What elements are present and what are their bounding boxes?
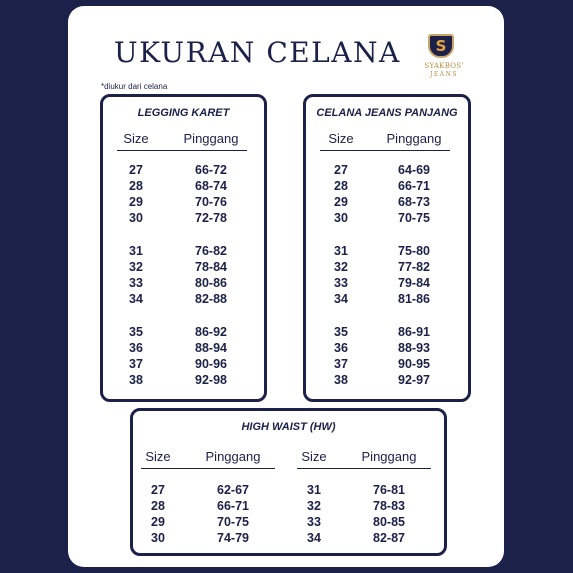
pinggang-cell: 80-86	[195, 276, 227, 290]
size-cell: 36	[334, 341, 348, 355]
size-cell: 32	[129, 260, 143, 274]
size-cell: 29	[334, 195, 348, 209]
pinggang-header: Pinggang	[183, 131, 239, 146]
size-cell: 34	[334, 292, 348, 306]
pinggang-cell: 72-78	[195, 211, 227, 225]
pinggang-cell: 76-81	[373, 483, 405, 497]
size-cell: 29	[129, 195, 143, 209]
size-cell: 35	[334, 325, 348, 339]
size-cell: 37	[129, 357, 143, 371]
shield-icon: S	[428, 34, 454, 58]
pinggang-cell: 70-75	[398, 211, 430, 225]
pinggang-cell: 77-82	[398, 260, 430, 274]
table-title: CELANA JEANS PANJANG	[316, 107, 458, 119]
size-cell: 31	[334, 244, 348, 258]
size-cell: 30	[334, 211, 348, 225]
pinggang-cell: 66-71	[398, 179, 430, 193]
size-cell: 32	[334, 260, 348, 274]
size-cell: 27	[129, 163, 143, 177]
size-cell: 33	[129, 276, 143, 290]
celana-jeans-panjang-table	[303, 94, 471, 402]
size-cell: 38	[334, 373, 348, 387]
size-cell: 31	[307, 483, 321, 497]
pinggang-cell: 78-83	[373, 499, 405, 513]
pinggang-cell: 92-98	[195, 373, 227, 387]
size-cell: 36	[129, 341, 143, 355]
pinggang-cell: 75-80	[398, 244, 430, 258]
pinggang-cell: 68-73	[398, 195, 430, 209]
brand-logo	[416, 34, 472, 82]
pinggang-cell: 86-91	[398, 325, 430, 339]
pinggang-cell: 81-86	[398, 292, 430, 306]
header-divider	[297, 468, 431, 469]
size-cell: 31	[129, 244, 143, 258]
pinggang-cell: 64-69	[398, 163, 430, 177]
size-cell: 30	[129, 211, 143, 225]
size-header: Size	[301, 449, 327, 464]
pinggang-cell: 78-84	[195, 260, 227, 274]
brand-subtitle: JEANS	[430, 71, 458, 78]
pinggang-cell: 88-93	[398, 341, 430, 355]
pinggang-cell: 68-74	[195, 179, 227, 193]
size-cell: 35	[129, 325, 143, 339]
pinggang-cell: 66-72	[195, 163, 227, 177]
size-cell: 32	[307, 499, 321, 513]
size-cell: 29	[151, 515, 165, 529]
size-header: Size	[123, 131, 149, 146]
size-cell: 33	[334, 276, 348, 290]
size-cell: 28	[129, 179, 143, 193]
pinggang-cell: 82-88	[195, 292, 227, 306]
size-cell: 37	[334, 357, 348, 371]
size-cell: 30	[151, 531, 165, 545]
pinggang-cell: 86-92	[195, 325, 227, 339]
pinggang-cell: 62-67	[217, 483, 249, 497]
pinggang-cell: 90-96	[195, 357, 227, 371]
size-cell: 34	[307, 531, 321, 545]
size-cell: 33	[307, 515, 321, 529]
header-divider	[141, 468, 275, 469]
pinggang-cell: 79-84	[398, 276, 430, 290]
header-divider	[320, 150, 450, 151]
pinggang-cell: 90-95	[398, 357, 430, 371]
size-cell: 34	[129, 292, 143, 306]
pinggang-cell: 66-71	[217, 499, 249, 513]
size-header: Size	[145, 449, 171, 464]
size-cell: 28	[334, 179, 348, 193]
legging-karet-table	[100, 94, 267, 402]
pinggang-cell: 70-75	[217, 515, 249, 529]
size-cell: 27	[334, 163, 348, 177]
table-title: LEGGING KARET	[137, 107, 230, 119]
size-chart-card	[68, 6, 504, 567]
pinggang-cell: 70-76	[195, 195, 227, 209]
pinggang-cell: 76-82	[195, 244, 227, 258]
pinggang-cell: 92-97	[398, 373, 430, 387]
size-cell: 38	[129, 373, 143, 387]
pinggang-header: Pinggang	[361, 449, 417, 464]
table-title: HIGH WAIST (HW)	[241, 421, 336, 433]
page-title: UKURAN CELANA	[114, 36, 401, 69]
pinggang-cell: 74-79	[217, 531, 249, 545]
size-cell: 27	[151, 483, 165, 497]
size-header: Size	[328, 131, 354, 146]
high-waist-table	[130, 408, 447, 556]
pinggang-header: Pinggang	[205, 449, 261, 464]
pinggang-header: Pinggang	[386, 131, 442, 146]
header-divider	[117, 150, 247, 151]
pinggang-cell: 82-87	[373, 531, 405, 545]
size-cell: 28	[151, 499, 165, 513]
measurement-note: *diukur dari celana	[101, 82, 168, 91]
brand-name: SYAKBOS'	[424, 62, 464, 70]
pinggang-cell: 80-85	[373, 515, 405, 529]
pinggang-cell: 88-94	[195, 341, 227, 355]
